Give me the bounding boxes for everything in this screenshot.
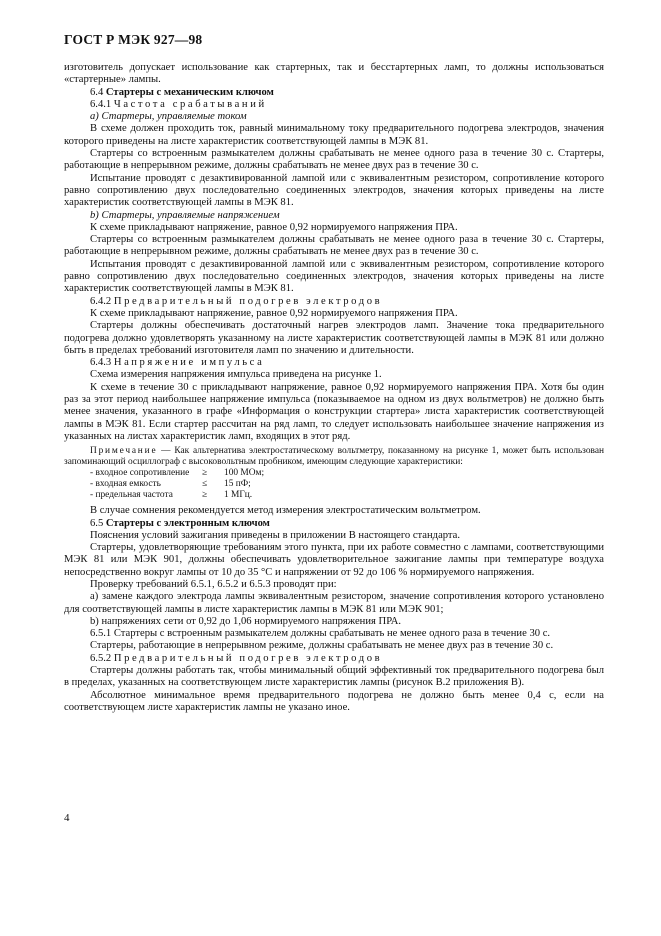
list-item-heading: b) Стартеры, управляемые напряжением xyxy=(90,209,280,221)
section-number: 6.5 xyxy=(90,517,104,529)
note-list-item xyxy=(90,479,604,490)
note-item-label: - входное сопротивление xyxy=(90,468,190,479)
note-item-symbol: ≥ xyxy=(202,490,208,501)
paragraph: Стартеры со встроенным размыкателем должны срабатывать не менее одного раза в течение 30 с. Стартеры, работающие в непрерывном режиме, должны срабатывать не менее двух раз в течение 30 с. xyxy=(64,234,604,258)
paragraph: К схеме прикладывают напряжение, равное 0,92 нормируемого напряжения ПРА. xyxy=(90,221,458,233)
note-item-label: - входная емкость xyxy=(90,479,161,490)
paragraph: Абсолютное минимальное время предварительного подогрева не должно быть менее 0,4 с, если на соответствующем листе характеристик лампы не указано иное. xyxy=(64,689,604,713)
note-item-value: 1 МГц. xyxy=(224,490,253,501)
list-item: b) напряжениях сети от 0,92 до 1,06 нормируемого напряжения ПРА. xyxy=(90,615,402,627)
list-item: а) замене каждого электрода лампы эквивалентным резистором, значение сопротивления которого установлено для соответствующей лампы в листе характеристик лампы в МЭК 81 или МЭК 901; xyxy=(64,591,604,615)
subsection-number: 6.4.1 xyxy=(90,98,112,110)
subsection-number: 6.4.2 xyxy=(90,295,112,307)
subsection-title: Напряжение импульса xyxy=(113,357,265,369)
paragraph: В случае сомнения рекомендуется метод измерения электростатическим вольтметром. xyxy=(90,505,481,517)
paragraph: В схеме должен проходить ток, равный минимальному току предварительного подогрева электродов, значения которого приведены на листе характеристик соответствующей лампы в МЭК 81. xyxy=(64,123,604,147)
section-title: Стартеры с электронным ключом xyxy=(105,517,270,529)
note-item-value: 15 пФ; xyxy=(224,479,251,490)
note-item-symbol: ≥ xyxy=(202,468,208,479)
subsection-title: Предварительный подогрев электродов xyxy=(113,652,383,664)
section-heading xyxy=(64,87,604,99)
note-item-symbol: ≤ xyxy=(202,479,208,490)
page-number: 4 xyxy=(64,812,70,824)
paragraph: Схема измерения напряжения импульса приведена на рисунке 1. xyxy=(90,369,382,381)
subsection-heading xyxy=(64,653,604,665)
section-title: Стартеры с механическим ключом xyxy=(105,86,274,98)
subsection-heading xyxy=(64,99,604,111)
note-list-item xyxy=(90,490,604,501)
section-number: 6.4 xyxy=(90,86,104,98)
note-item-label: - предельная частота xyxy=(90,490,173,501)
paragraph: Стартеры, удовлетворяющие требованиям этого пункта, при их работе совместно с лампами, соответствующими МЭК 81 или МЭК 901, должны обеспечивать удовлетворительное зажигание лампы при температуре воздуха непосредственно вокруг лампы от 10 до 35 °С и напряжении от 92 до 106 % нормируемого напряжения. xyxy=(64,542,604,578)
subsection-title: Частота срабатываний xyxy=(113,98,267,110)
paragraph: Стартеры со встроенным размыкателем должны срабатывать не менее одного раза в течение 30 с. Стартеры, работающие в непрерывном режиме, должны срабатывать не менее двух раз в течение 30 с. xyxy=(64,148,604,172)
subsection-heading xyxy=(64,357,604,369)
section-heading xyxy=(64,518,604,530)
paragraph: Пояснения условий зажигания приведены в приложении В настоящего стандарта. xyxy=(90,529,461,541)
list-item-heading: а) Стартеры, управляемые током xyxy=(90,111,247,123)
document-header: ГОСТ Р МЭК 927—98 xyxy=(64,32,203,47)
note-label: Примечание xyxy=(90,446,158,457)
document-body xyxy=(64,62,604,714)
subsection-title: Предварительный подогрев электродов xyxy=(113,295,383,307)
subsection-number: 6.5.2 xyxy=(90,652,112,664)
paragraph: Проверку требований 6.5.1, 6.5.2 и 6.5.3 проводят при: xyxy=(90,578,337,590)
paragraph: К схеме прикладывают напряжение, равное 0,92 нормируемого напряжения ПРА. xyxy=(90,307,458,319)
note-text: — Как альтернатива электростатическому вольтметру, показанному на рисунке 1, может быть использован запоминающий осциллограф с высоковольтным пробником, имеющим следующие характеристики: xyxy=(64,446,604,468)
paragraph: К схеме в течение 30 с прикладывают напряжение, равное 0,92 нормируемого напряжения ПРА. Хотя бы один раз за этот период наибольшее напряжение импульса (показываемое на одном из двух вольтметров) не должно быть менее значения, указанного в графе «Информация о конструкции стартера» листа характеристик соответствующей лампы в МЭК 81. Если стартер рассчитан на ряд ламп, то следует использовать наибольшее значение напряжения из указанных на листах характеристик ламп, входящих в этот ряд. xyxy=(64,381,604,442)
note-item-value: 100 МОм; xyxy=(224,468,265,479)
paragraph: Стартеры должны работать так, чтобы минимальный общий эффективный ток предварительного подогрева был в пределах, указанных на соответствующем листе характеристик лампы (рисунок В.2 приложения В). xyxy=(64,665,604,689)
paragraph: 6.5.1 Стартеры с встроенным размыкателем должны срабатывать не менее одного раза в течение 30 с. xyxy=(90,628,551,640)
note-list-item xyxy=(90,468,604,479)
paragraph: Испытания проводят с дезактивированной лампой или с эквивалентным резистором, сопротивление которого равно сопротивлению двух последовательно соединенных электродов, значения которых приведены на листе характеристик соответствующей лампы в МЭК 81. xyxy=(64,258,604,295)
note-list xyxy=(90,468,604,501)
paragraph: Стартеры, работающие в непрерывном режиме, должны срабатывать не менее двух раз в течение 30 с. xyxy=(90,640,554,652)
subsection-heading xyxy=(64,296,604,308)
note xyxy=(64,446,604,468)
paragraph: Стартеры должны обеспечивать достаточный нагрев электродов ламп. Значение тока предварительного подогрева должно удовлетворять указанному на листе характеристик соответствующей лампы в МЭК 81 или должно быть в пределах требований изготовителя ламп по значению и длительности. xyxy=(64,320,604,356)
paragraph: Испытание проводят с дезактивированной лампой или с эквивалентным резистором, сопротивление которого равно сопротивлению двух последовательно соединенных электродов, значения которых приведены на листе характеристик соответствующей лампы в МЭК 81. xyxy=(64,172,604,209)
paragraph: изготовитель допускает использование как стартерных, так и бесстартерных ламп, то должны использоваться «стартерные» лампы. xyxy=(64,62,604,86)
subsection-number: 6.4.3 xyxy=(90,357,112,369)
